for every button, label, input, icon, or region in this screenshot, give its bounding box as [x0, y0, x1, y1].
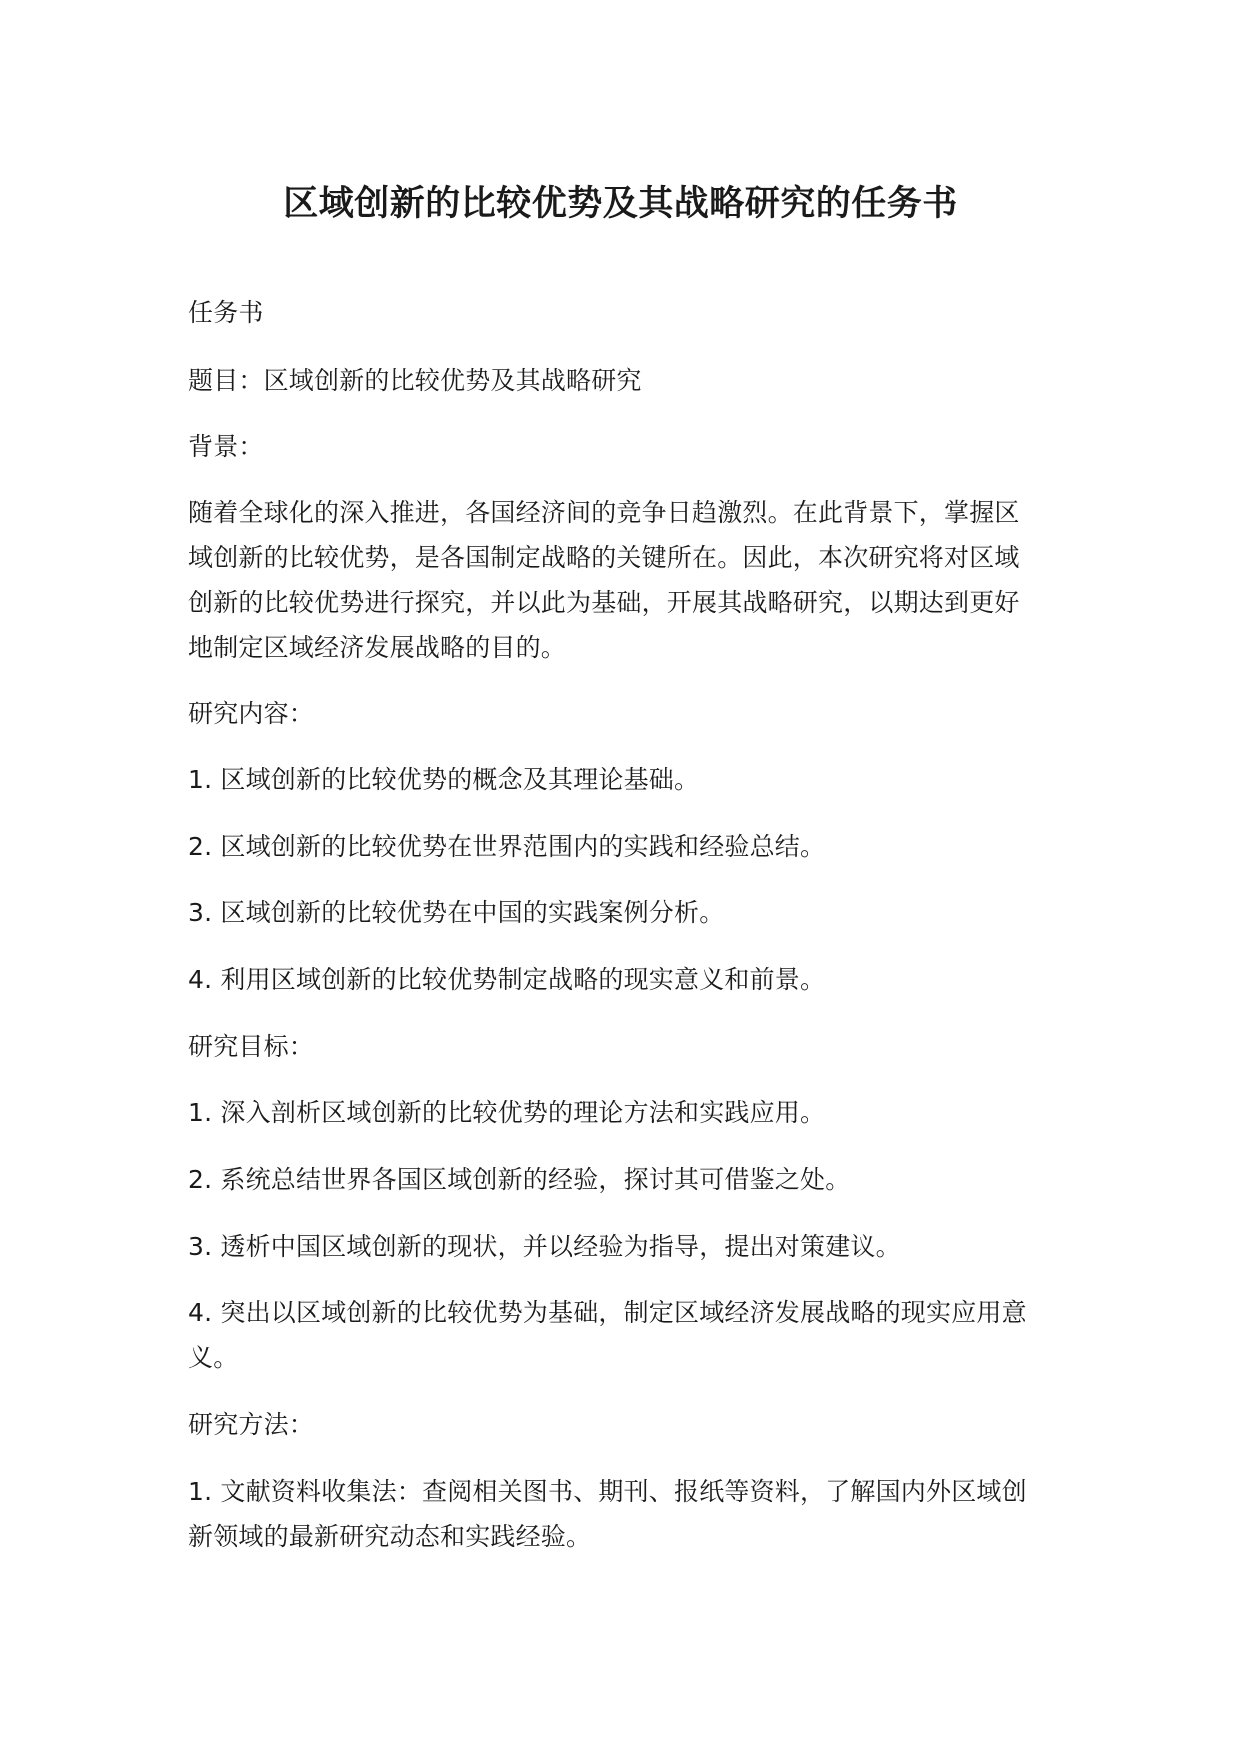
research-goal-item-1: 1. 深入剖析区域创新的比较优势的理论方法和实践应用。	[188, 1098, 826, 1127]
research-content-item-1: 1. 区域创新的比较优势的概念及其理论基础。	[188, 765, 700, 794]
research-content-heading: 研究内容：	[188, 699, 315, 728]
research-goal-item-2: 2. 系统总结世界各国区域创新的经验，探讨其可借鉴之处。	[188, 1165, 851, 1194]
research-method-item-1: 1. 文献资料收集法：查阅相关图书、期刊、报纸等资料，了解国内外区域创新领域的最新研究动态和实践经验。	[188, 1477, 1027, 1551]
background-heading: 背景：	[188, 432, 264, 461]
research-content-item-3: 3. 区域创新的比较优势在中国的实践案例分析。	[188, 898, 725, 927]
research-content-item-2: 2. 区域创新的比较优势在世界范围内的实践和经验总结。	[188, 832, 826, 861]
document-title: 区域创新的比较优势及其战略研究的任务书	[283, 184, 958, 224]
research-methods-heading: 研究方法：	[188, 1410, 315, 1439]
research-content-item-4: 4. 利用区域创新的比较优势制定战略的现实意义和前景。	[188, 965, 826, 994]
topic-line: 题目：区域创新的比较优势及其战略研究	[188, 366, 642, 395]
background-paragraph: 随着全球化的深入推进，各国经济间的竞争日趋激烈。在此背景下，掌握区域创新的比较优势，是各国制定战略的关键所在。因此，本次研究将对区域创新的比较优势进行探究，并以此为基础，开展其战略研究，以期达到更好地制定区域经济发展战略的目的。	[188, 498, 1020, 662]
label-task-book: 任务书	[188, 298, 264, 327]
research-goals-heading: 研究目标：	[188, 1032, 315, 1061]
research-goal-item-3: 3. 透析中国区域创新的现状，并以经验为指导，提出对策建议。	[188, 1232, 901, 1261]
research-goal-item-4: 4. 突出以区域创新的比较优势为基础，制定区域经济发展战略的现实应用意义。	[188, 1298, 1027, 1372]
